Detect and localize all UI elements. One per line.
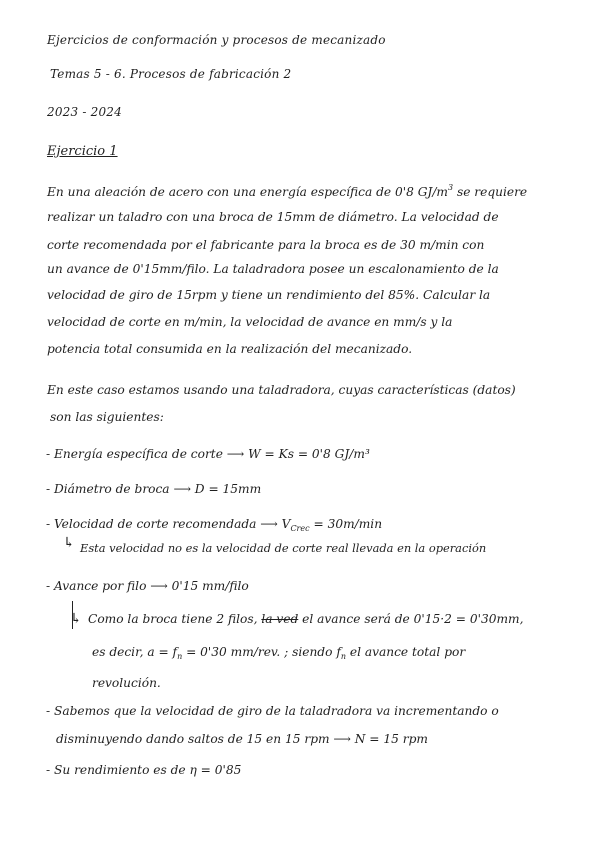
item-energy: - Energía específica de corte ⟶ W = Ks = 0'8 GJ/m³: [46, 447, 370, 461]
statement-line-6: velocidad de corte en m/min, la velocidad de avance en mm/s y la: [47, 315, 453, 329]
item-efficiency: - Su rendimiento es de η = 0'85: [46, 763, 242, 777]
statement-line-1-text: En una aleación de acero con una energía específica de 0'8 GJ/m: [47, 185, 448, 199]
header-line-2: Temas 5 - 6. Procesos de fabricación 2: [50, 67, 292, 81]
item-steps-line-1: - Sabemos que la velocidad de giro de la taladradora va incrementando o: [46, 704, 499, 718]
feed-note-1a: Como la broca tiene 2 filos,: [88, 612, 262, 626]
feed-note-2-subscript: n: [177, 652, 183, 661]
item-feed-note-2: [92, 646, 465, 661]
arrow-hook-icon: ↳: [63, 535, 75, 551]
item-velocity: [46, 518, 382, 533]
statement-line-1-tail: se requiere: [453, 185, 528, 199]
exercise-title: Ejercicio 1: [47, 144, 118, 159]
arrow-hook-icon: ↳: [70, 611, 82, 627]
feed-note-1b: el avance será de 0'15·2 = 0'30mm,: [298, 612, 524, 626]
item-velocity-subscript: Crec: [290, 524, 310, 533]
item-diameter: - Diámetro de broca ⟶ D = 15mm: [46, 482, 262, 496]
item-steps-line-2: disminuyendo dando saltos de 15 en 15 rpm ⟶ N = 15 rpm: [56, 732, 428, 746]
statement-line-5: velocidad de giro de 15rpm y tiene un rendimiento del 85%. Calcular la: [47, 288, 491, 302]
feed-note-struck-text: la ved: [261, 612, 299, 626]
feed-note-2a: es decir, a = f: [92, 645, 178, 659]
solution-intro-line-2: son las siguientes:: [50, 410, 164, 424]
statement-superscript: 3: [448, 183, 454, 192]
statement-line-7: potencia total consumida en la realización del mecanizado.: [47, 342, 413, 356]
solution-intro-line-1: En este caso estamos usando una taladradora, cuyas características (datos): [47, 383, 516, 397]
header-line-3: 2023 - 2024: [47, 105, 122, 119]
statement-line-3: corte recomendada por el fabricante para la broca es de 30 m/min con: [47, 238, 485, 252]
feed-note-2-subscript-2: n: [340, 652, 346, 661]
item-feed: - Avance por filo ⟶ 0'15 mm/filo: [46, 579, 249, 593]
header-line-1: Ejercicios de conformación y procesos de mecanizado: [47, 33, 386, 47]
item-velocity-value: = 30m/min: [309, 517, 383, 531]
feed-note-2c: el avance total por: [345, 645, 466, 659]
item-velocity-note: Esta velocidad no es la velocidad de corte real llevada en la operación: [80, 541, 487, 555]
item-feed-note-3: revolución.: [92, 676, 161, 690]
statement-line-1: [47, 184, 527, 198]
item-velocity-label: - Velocidad de corte recomendada ⟶ V: [46, 517, 291, 531]
statement-line-2: realizar un taladro con una broca de 15mm de diámetro. La velocidad de: [47, 210, 499, 224]
item-feed-note-1: [88, 613, 523, 625]
statement-line-4: un avance de 0'15mm/filo. La taladradora posee un escalonamiento de la: [47, 262, 499, 276]
feed-note-2b: = 0'30 mm/rev. ; siendo f: [182, 645, 341, 659]
